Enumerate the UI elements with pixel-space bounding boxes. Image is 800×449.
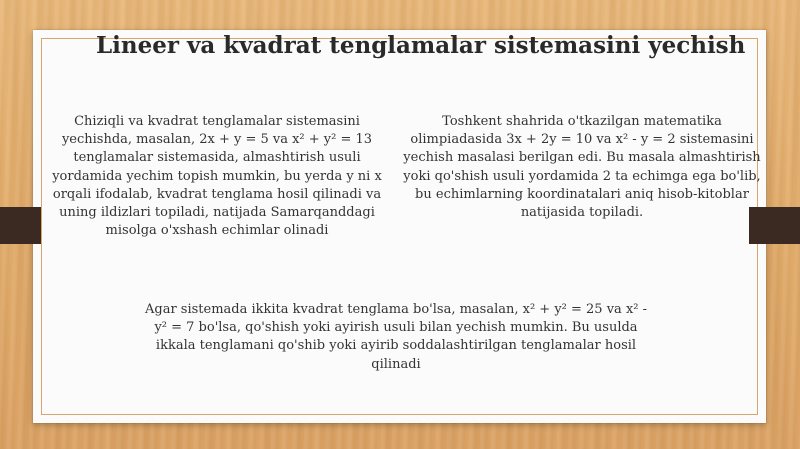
slide-title: Lineer va kvadrat tenglamalar sistemasini yechish (96, 32, 746, 59)
left-paragraph: Chiziqli va kvadrat tenglamalar sistemasini yechishda, masalan, 2x + y = 5 va x² + y² = 13 tenglamalar sistemasida, almashtirish usuli yordamida yechim topish mumkin, bu yerda y ni x orqali ifodalab, kvadrat tenglama hosil qilinadi va uning ildizlari topiladi, natijada Samarqanddagi misolga o'xshash echimlar olinadi (52, 114, 382, 239)
bottom-paragraph: Agar sistemada ikkita kvadrat tenglama bo'lsa, masalan, x² + y² = 25 va x² - y² = 7 bo'lsa, qo'shish yoki ayirish usuli bilan yechish mumkin. Bu usulda ikkala tenglamani qo'shib yoki ayirib soddalashtirilgan tenglamalar hosil qilinadi (144, 302, 648, 372)
right-paragraph: Toshkent shahrida o'tkazilgan matematika olimpiadasida 3x + 2y = 10 va x² - y = 2 sistemasini yechish masalasi berilgan edi. Bu masala almashtirish yoki qo'shish usuli yordamida 2 ta echimga ega bo'lib, bu echimlarning koordinatalari aniq hisob-kitoblar natijasida topiladi. (403, 114, 761, 221)
decorative-band-left (0, 207, 41, 244)
